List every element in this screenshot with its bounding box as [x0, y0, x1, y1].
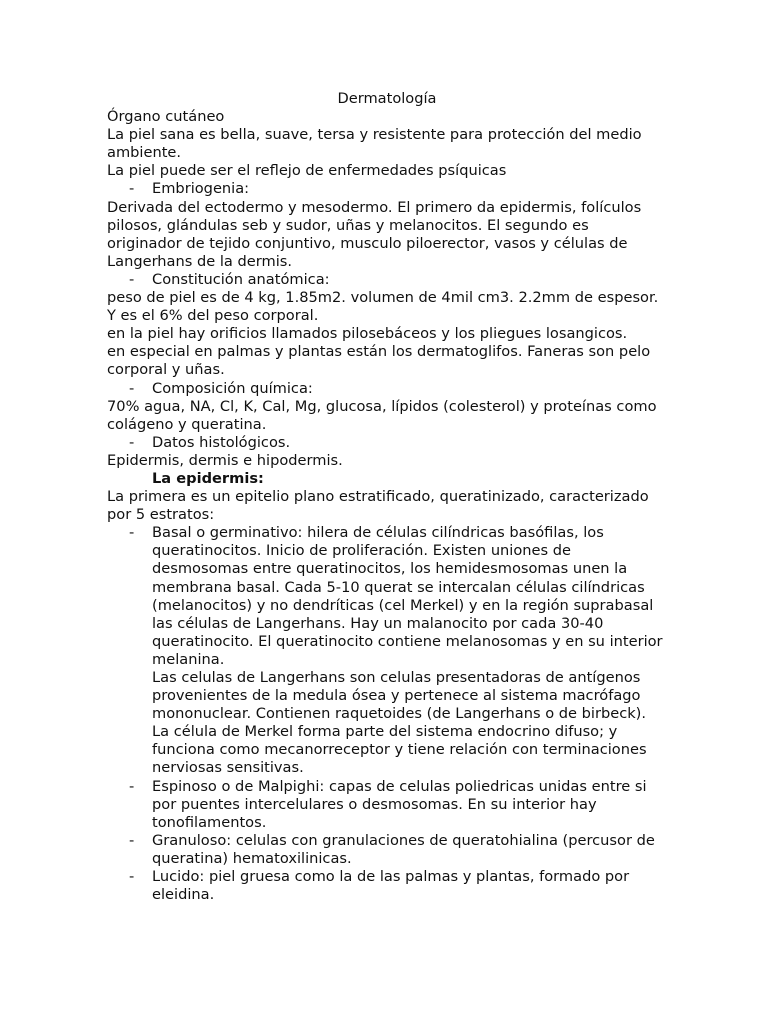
- document-page: [107, 90, 667, 904]
- constitucion-paragraph-3: en especial en palmas y plantas están los dermatoglifos. Faneras son pelo corporal y uñas.: [107, 343, 651, 379]
- bullet-datos: [107, 434, 667, 452]
- bullet-embriogenia: [107, 180, 667, 198]
- datos-paragraph: Epidermis, dermis e hipodermis.: [107, 451, 343, 469]
- bullet-espinoso: [107, 778, 667, 832]
- bullet-dash: -: [129, 777, 135, 795]
- bullet-dash: -: [129, 868, 135, 886]
- constitucion-paragraph-1: peso de piel es de 4 kg, 1.85m2. volumen de 4mil cm3. 2.2mm de espesor. Y es el 6% del peso corporal.: [107, 289, 659, 325]
- bullet-basal: [107, 524, 667, 669]
- bullet-constitucion-label: Constitución anatómica:: [152, 270, 330, 288]
- bullet-constitucion: [107, 271, 667, 289]
- bullet-dash: -: [129, 831, 135, 849]
- constitucion-paragraph-2: en la piel hay orificios llamados pilosebáceos y los pliegues losangicos.: [107, 325, 628, 343]
- bullet-granuloso-text: Granuloso: celulas con granulaciones de queratohialina (percusor de queratina) hematoxilinicas.: [152, 831, 655, 867]
- bullet-embriogenia-label: Embriogenia:: [152, 180, 250, 198]
- bullet-espinoso-text: Espinoso o de Malpighi: capas de celulas poliedricas unidas entre si por puentes intercelulares o desmosomas. En su interior hay tonofilamentos.: [152, 777, 647, 831]
- intro-paragraph-2: La piel puede ser el reflejo de enfermedades psíquicas: [107, 162, 507, 180]
- bullet-granuloso: [107, 832, 667, 868]
- composicion-paragraph: 70% agua, NA, Cl, K, Cal, Mg, glucosa, lípidos (colesterol) y proteínas como colágeno y queratina.: [107, 397, 657, 433]
- bullet-dash: -: [129, 270, 135, 288]
- bullet-lucido: [107, 868, 667, 904]
- epidermis-heading: La epidermis:: [152, 469, 264, 487]
- bullet-composicion-label: Composición química:: [152, 379, 313, 397]
- bullet-basal-text: Basal o germinativo: hilera de células cilíndricas basófilas, los queratinocitos. Inicio de proliferación. Existen uniones de desmosomas entre queratinocitos, los hemidesmosomas unen la membrana basal. Cada 5-10 querat se intercalan células cilíndricas (melanocitos) y no dendríticas (cel Merkel) y en la región suprabasal las células de Langerhans. Hay un malanocito por cada 30-40 queratinocito. El queratinocito contiene melanosomas y en su interior melanina.: [152, 524, 663, 668]
- bullet-dash: -: [129, 524, 135, 542]
- bullet-composicion: [107, 380, 667, 398]
- bullet-dash: -: [129, 180, 135, 198]
- embriogenia-paragraph: Derivada del ectodermo y mesodermo. El primero da epidermis, folículos pilosos, glándulas seb y sudor, uñas y melanocitos. El segundo es originador de tejido conjuntivo, musculo piloerector, vasos y células de Langerhans de la dermis.: [107, 198, 642, 270]
- bullet-dash: -: [129, 379, 135, 397]
- document-title: Dermatología: [337, 90, 437, 107]
- langerhans-paragraph: Las celulas de Langerhans son celulas presentadoras de antígenos provenientes de la medula ósea y pertenece al sistema macrófago mononuclear. Contienen raquetoides (de Langerhans o de birbeck). La célula de Merkel forma parte del sistema endocrino difuso; y funciona como mecanorreceptor y tiene relación con terminaciones nerviosas sensitivas.: [152, 669, 647, 777]
- bullet-datos-label: Datos histológicos.: [152, 433, 291, 451]
- bullet-dash: -: [129, 433, 135, 451]
- intro-paragraph-1: La piel sana es bella, suave, tersa y resistente para protección del medio ambiente.: [107, 126, 642, 162]
- bullet-lucido-text: Lucido: piel gruesa como la de las palmas y plantas, formado por eleidina.: [152, 868, 630, 904]
- document-subtitle: Órgano cutáneo: [107, 108, 225, 126]
- epidermis-intro-paragraph: La primera es un epitelio plano estratificado, queratinizado, caracterizado por 5 estratos:: [107, 488, 649, 524]
